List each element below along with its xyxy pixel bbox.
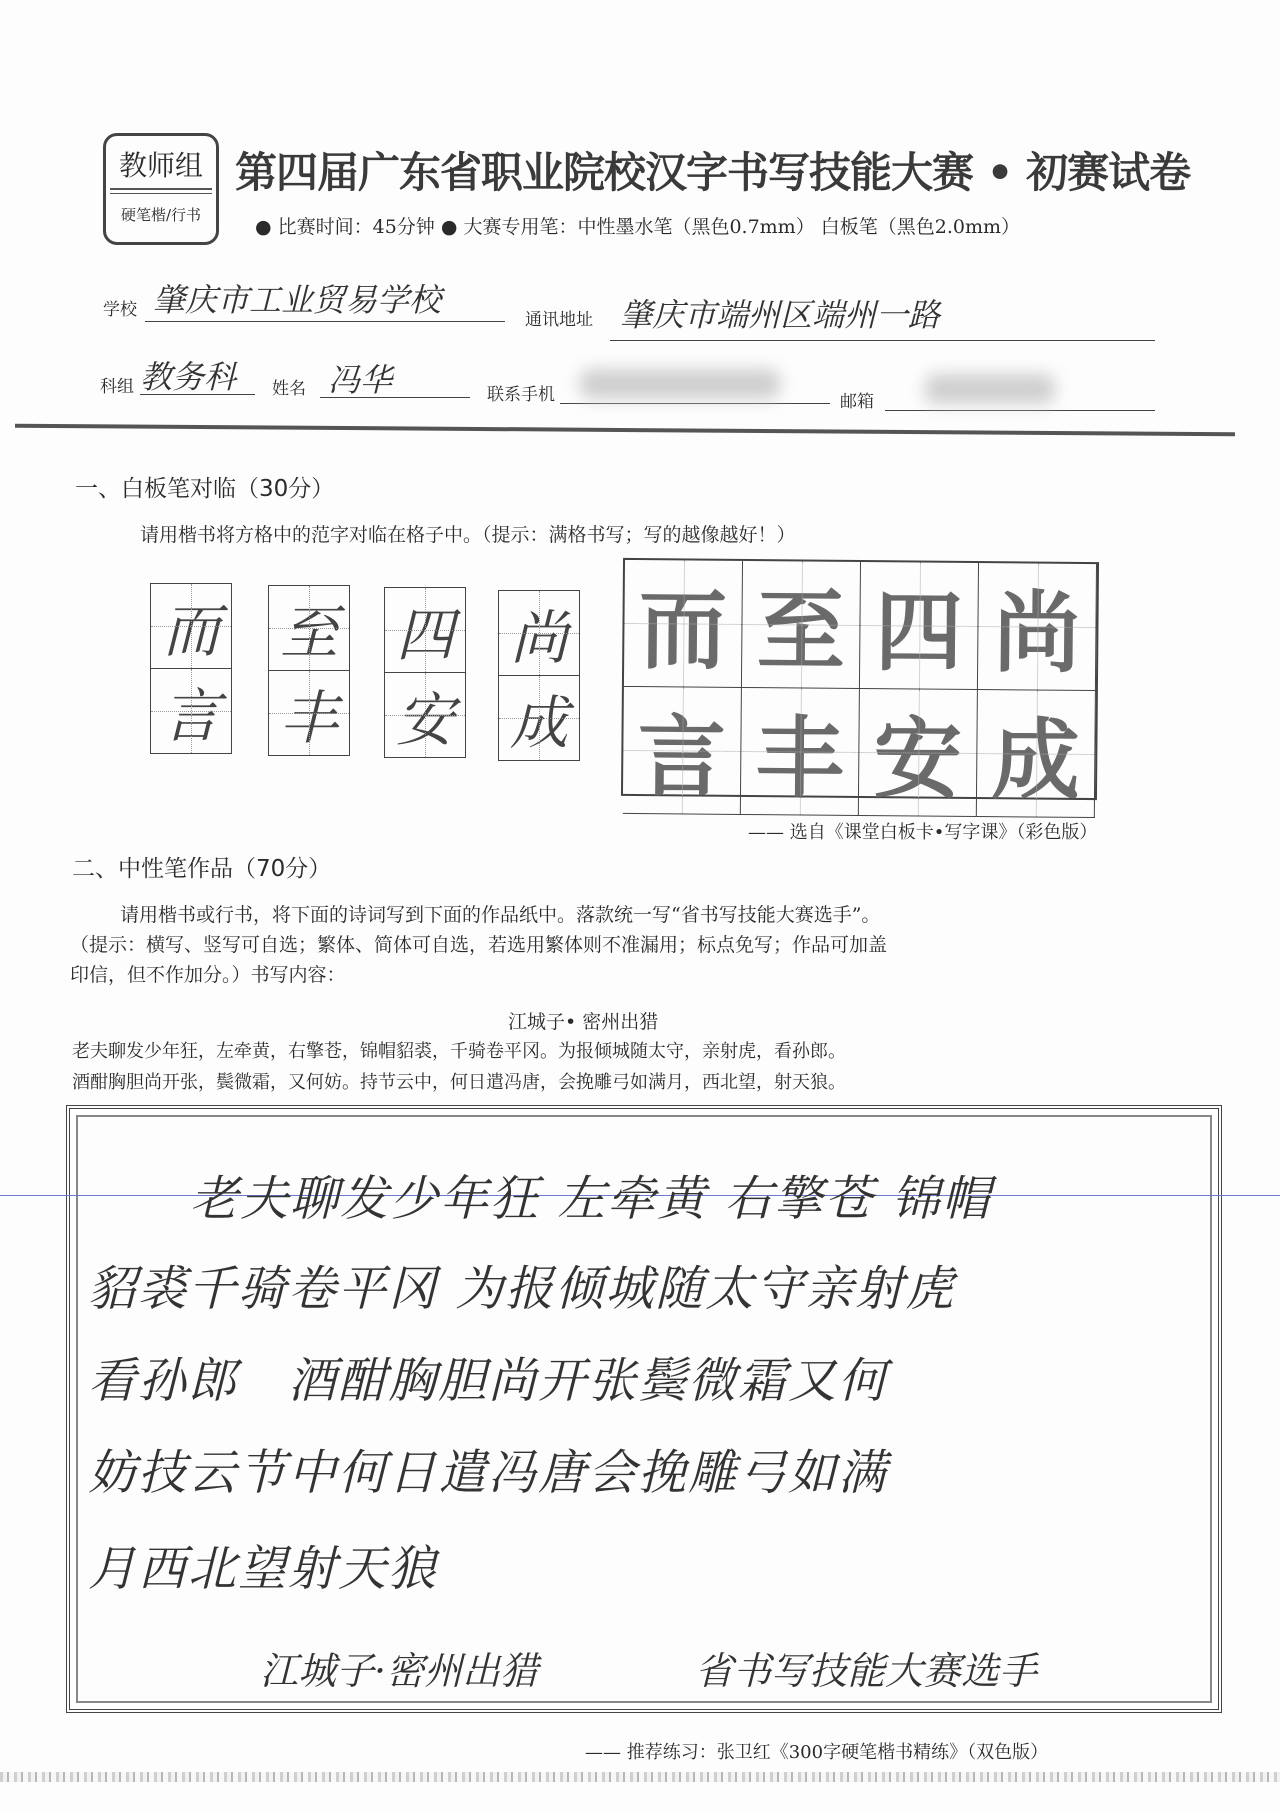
dept-value: 教务科 xyxy=(140,358,237,396)
copy-column xyxy=(384,587,466,758)
copy-column xyxy=(150,583,232,754)
email-field[interactable] xyxy=(885,370,1155,411)
category-label: 硬笔楷/行书 xyxy=(120,206,202,224)
name-label: 姓名 xyxy=(272,379,306,399)
model-char: 丰 xyxy=(741,688,860,816)
footer-recommendation: —— 推荐练习：张卫红《300字硬笔楷书精练》（双色版） xyxy=(585,1742,1049,1763)
model-char: 至 xyxy=(742,561,861,689)
section1-heading: 一、白板笔对临（30分） xyxy=(75,476,335,502)
model-character-grid xyxy=(621,558,1099,812)
copy-cell[interactable]: 至 xyxy=(269,586,349,671)
section2-instruction: 印信，但不作加分。）书写内容： xyxy=(70,964,346,986)
copy-column xyxy=(498,590,580,761)
handwritten-line: 妨技云节中何日遣冯唐会挽雕弓如满 xyxy=(88,1445,889,1501)
name-value: 冯华 xyxy=(328,361,393,399)
school-value: 肇庆市工业贸易学校 xyxy=(153,281,442,319)
model-char: 安 xyxy=(859,689,978,817)
section2-heading: 二、中性笔作品（70分） xyxy=(72,856,332,882)
page-title: 第四届广东省职业院校汉字书写技能大赛 • 初赛试卷 xyxy=(235,148,1191,197)
handwritten-line: 月西北望射天狼 xyxy=(88,1541,439,1597)
phone-field[interactable] xyxy=(560,365,830,404)
address-value: 肇庆市端州区端州一路 xyxy=(620,296,941,334)
header-divider xyxy=(15,424,1235,437)
school-label: 学校 xyxy=(103,300,137,320)
redacted-email xyxy=(925,374,1055,404)
group-badge xyxy=(103,133,219,245)
group-label: 教师组 xyxy=(118,149,203,182)
copy-cell[interactable]: 安 xyxy=(385,673,465,757)
section2-instruction: 请用楷书或行书，将下面的诗词写到下面的作品纸中。落款统一写“省书写技能大赛选手”。 xyxy=(120,904,881,926)
copy-cell[interactable]: 丰 xyxy=(269,671,349,755)
handwritten-line: 老夫聊发少年狂 左牵黄 右擎苍 锦帽 xyxy=(190,1171,992,1227)
phone-label: 联系手机 xyxy=(487,385,555,405)
divider xyxy=(110,188,212,194)
copy-cell[interactable]: 成 xyxy=(499,676,579,760)
signature-title: 江城子·密州出猎 xyxy=(260,1649,539,1693)
model-char: 成 xyxy=(977,690,1096,818)
poem-line: 老夫聊发少年狂，左牵黄，右擎苍，锦帽貂裘，千骑卷平冈。为报倾城随太守，亲射虎，看孙郎。 xyxy=(72,1041,846,1062)
copy-column xyxy=(268,585,350,756)
model-char: 言 xyxy=(623,687,742,815)
section2-instruction: （提示：横写、竖写可自选；繁体、简体可自选，若选用繁体则不准漏用；标点免写；作品可加盖 xyxy=(70,934,888,956)
poem-line: 酒酣胸胆尚开张，鬓微霜，又何妨。持节云中，何日遣冯唐，会挽雕弓如满月，西北望，射天狼。 xyxy=(72,1072,846,1093)
copy-cell[interactable]: 尚 xyxy=(499,591,579,676)
address-label: 通讯地址 xyxy=(525,310,593,330)
handwritten-line: 看孙郎 酒酣胸胆尚开张鬓微霜又何 xyxy=(88,1353,889,1409)
signature-name: 省书写技能大赛选手 xyxy=(695,1649,1038,1693)
redacted-phone xyxy=(580,369,780,399)
model-char: 尚 xyxy=(978,563,1097,691)
school-field[interactable] xyxy=(145,275,505,322)
copy-cell[interactable]: 而 xyxy=(151,584,231,669)
model-source: —— 选自《课堂白板卡•写字课》（彩色版） xyxy=(748,822,1098,843)
section1-instruction: 请用楷书将方格中的范字对临在格子中。（提示：满格书写；写的越像越好！） xyxy=(140,524,796,546)
address-field[interactable] xyxy=(610,290,1155,341)
dept-field[interactable] xyxy=(140,352,255,395)
scan-edge xyxy=(0,1772,1280,1782)
dept-label: 科组 xyxy=(100,377,134,397)
copy-cell[interactable]: 言 xyxy=(151,669,231,753)
model-char: 而 xyxy=(624,560,743,688)
copy-cell[interactable]: 四 xyxy=(385,588,465,673)
handwritten-line: 貂裘千骑卷平冈 为报倾城随太守亲射虎 xyxy=(88,1261,956,1317)
exam-rules: ● 比赛时间：45分钟 ● 大赛专用笔：中性墨水笔（黑色0.7mm） 白板笔（黑色2.0mm） xyxy=(255,216,1020,238)
name-field[interactable] xyxy=(320,355,470,398)
email-label: 邮箱 xyxy=(840,392,874,412)
model-char: 四 xyxy=(860,562,979,690)
poem-title: 江城子• 密州出猎 xyxy=(508,1011,659,1033)
